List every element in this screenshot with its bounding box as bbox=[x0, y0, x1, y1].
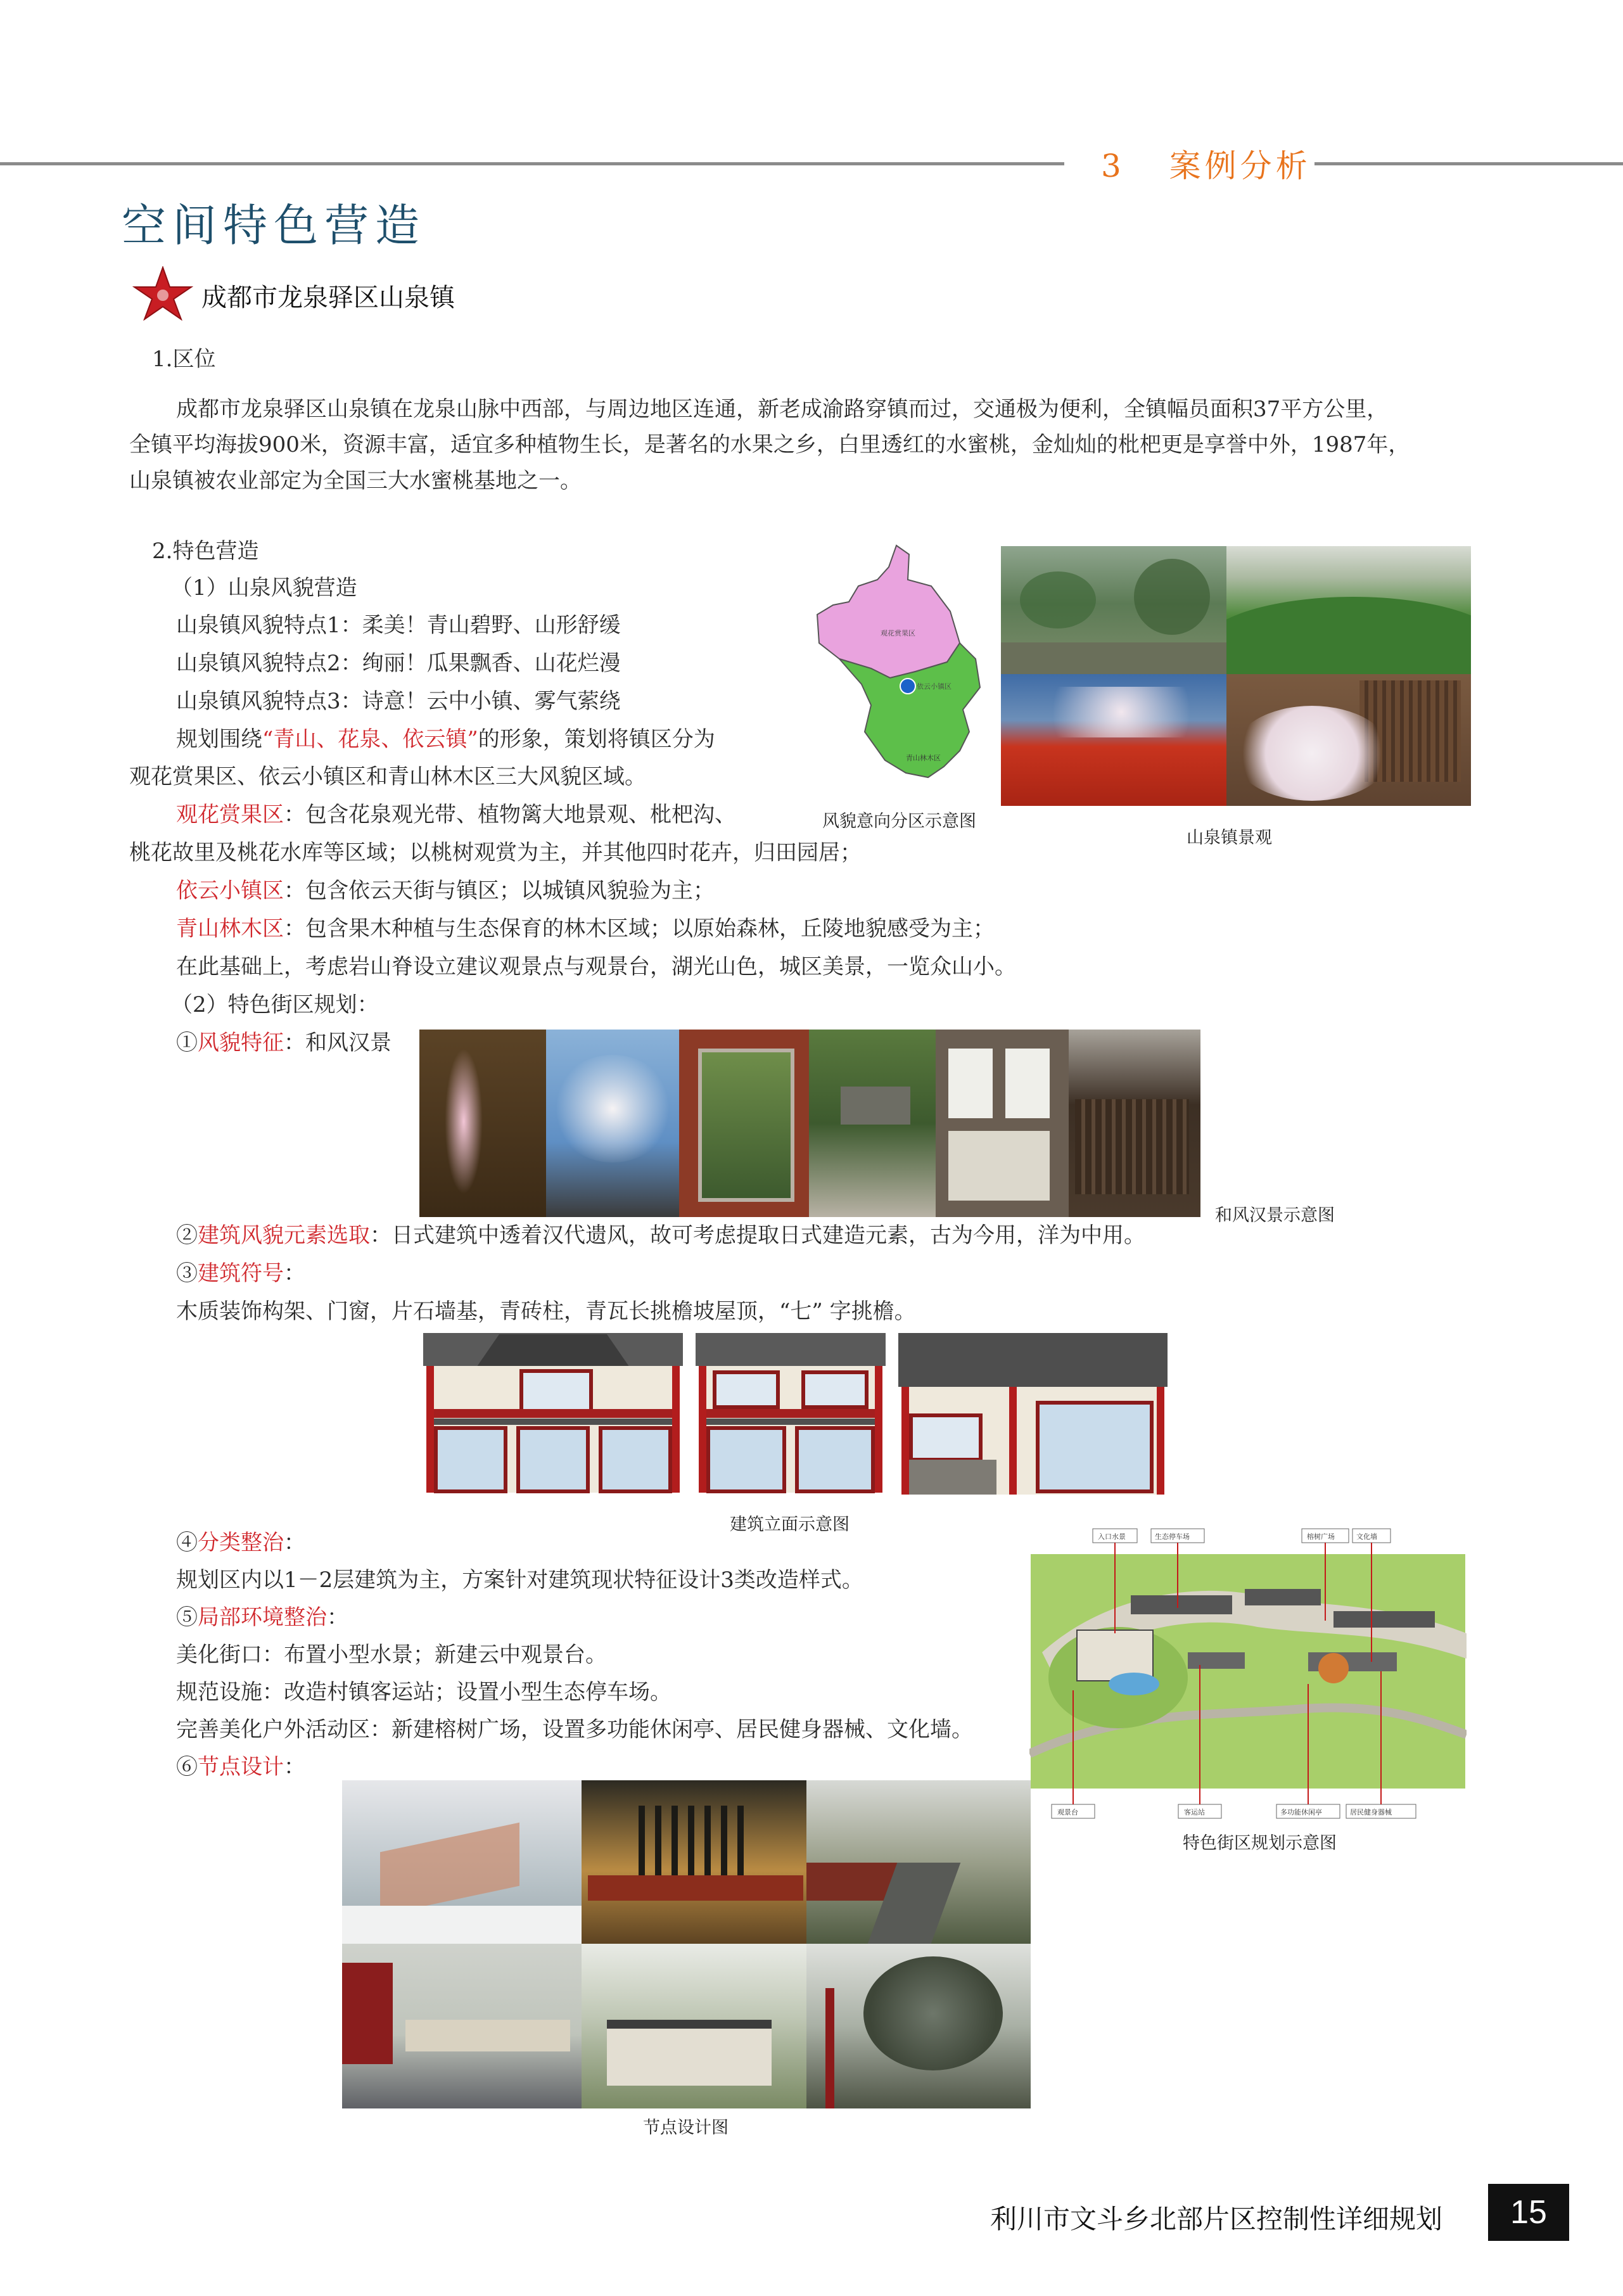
photo-hefeng-6 bbox=[1069, 1030, 1200, 1217]
plan-label-bottom: 多功能休闲亭 bbox=[1280, 1808, 1322, 1816]
sub1-heading: （1）山泉风貌营造 bbox=[171, 575, 357, 601]
view-line: 在此基础上，考虑岩山脊设立建议观景点与观景台，湖光山色，城区美景，一览众山小。 bbox=[176, 954, 1016, 979]
zone2-text: ：包含依云天街与镇区；以城镇风貌验为主； bbox=[284, 878, 715, 903]
caption-facade: 建筑立面示意图 bbox=[730, 1515, 850, 1534]
photo-hefeng-4 bbox=[809, 1030, 936, 1217]
item6-label: 节点设计 bbox=[198, 1754, 284, 1780]
section1-line: 成都市龙泉驿区山泉镇在龙泉山脉中西部，与周边地区连通，新老成渝路穿镇而过，交通极为便利，全镇幅员面积37平方公里， bbox=[176, 397, 1389, 422]
item1-number: ① bbox=[176, 1030, 198, 1056]
item4-line bbox=[176, 1529, 305, 1557]
photo-blossom-house bbox=[1226, 674, 1471, 806]
footer-page-number: 15 bbox=[1488, 2184, 1569, 2241]
caption-landscape: 山泉镇景观 bbox=[1187, 828, 1272, 847]
zone2-line bbox=[176, 877, 715, 905]
item2-number: ② bbox=[176, 1223, 198, 1248]
item5-line-3: 完善美化户外活动区：新建榕树广场，设置多功能休闲亭、居民健身器械、文化墙。 bbox=[176, 1717, 973, 1742]
zone3-label: 青山林木区 bbox=[176, 916, 284, 941]
plan-label-top: 文化墙 bbox=[1356, 1533, 1377, 1541]
chapter-title: 案例分析 bbox=[1169, 148, 1311, 184]
zoning-map bbox=[814, 542, 1004, 792]
header-rule-left bbox=[0, 162, 1064, 165]
item1-line bbox=[176, 1029, 391, 1057]
node-design-1 bbox=[342, 1780, 582, 1944]
item6-colon: ： bbox=[284, 1754, 305, 1780]
plan-label-bottom: 客运站 bbox=[1184, 1808, 1205, 1816]
map-zone-top: 观花赏果区 bbox=[881, 629, 915, 637]
item2-line bbox=[176, 1221, 1145, 1249]
zone3-text: ：包含果木种植与生态保育的林木区域；以原始森林，丘陵地貌感受为主； bbox=[284, 916, 995, 941]
street-plan-diagram bbox=[1029, 1526, 1467, 1830]
chapter-number: 3 bbox=[1101, 148, 1125, 184]
item5-label: 局部环境整治 bbox=[198, 1605, 327, 1630]
red-star-icon bbox=[130, 266, 195, 321]
photo-hefeng-5 bbox=[936, 1030, 1069, 1217]
plan-line bbox=[176, 725, 715, 753]
feature-1: 山泉镇风貌特点1：柔美！青山碧野、山形舒缓 bbox=[176, 613, 621, 638]
caption-nodes: 节点设计图 bbox=[643, 2118, 729, 2137]
plan-label-top: 榕树广场 bbox=[1307, 1533, 1335, 1541]
zone2-label: 依云小镇区 bbox=[176, 878, 284, 903]
item4-text: 规划区内以1－2层建筑为主，方案针对建筑现状特征设计3类改造样式。 bbox=[176, 1567, 863, 1593]
map-zone-mid: 依云小镇区 bbox=[917, 682, 952, 691]
caption-map: 风貌意向分区示意图 bbox=[822, 812, 976, 831]
item1-label: 风貌特征 bbox=[198, 1030, 284, 1056]
item4-number: ④ bbox=[176, 1530, 198, 1555]
map-zone-bottom: 青山林木区 bbox=[906, 754, 941, 762]
section2-heading: 2.特色营造 bbox=[152, 539, 259, 564]
item3-line bbox=[176, 1260, 305, 1287]
plan-text-a: 规划围绕 bbox=[176, 727, 262, 752]
plan-line-2: 观花赏果区、依云小镇区和青山林木区三大风貌区域。 bbox=[129, 764, 646, 789]
zone3-line bbox=[176, 915, 995, 943]
section1-heading: 1.区位 bbox=[152, 347, 216, 372]
zone1-line bbox=[176, 801, 736, 829]
section1-line: 山泉镇被农业部定为全国三大水蜜桃基地之一。 bbox=[129, 468, 582, 494]
chapter-heading bbox=[1101, 141, 1311, 186]
photo-hefeng-2 bbox=[546, 1030, 679, 1217]
node-design-3 bbox=[806, 1780, 1031, 1944]
item5-colon: ： bbox=[327, 1605, 348, 1630]
photo-green-hills bbox=[1226, 546, 1471, 674]
plan-text-b: 的形象，策划将镇区分为 bbox=[478, 727, 715, 752]
item2-label: 建筑风貌元素选取 bbox=[198, 1223, 370, 1248]
item3-text: 木质装饰构架、门窗，片石墙基，青砖柱，青瓦长挑檐坡屋顶，“七” 字挑檐。 bbox=[176, 1299, 916, 1324]
zone1-text: ：包含花泉观光带、植物篱大地景观、枇杷沟、 bbox=[284, 802, 736, 827]
photo-hefeng-3 bbox=[679, 1030, 809, 1217]
item3-label: 建筑符号 bbox=[198, 1261, 284, 1286]
item5-number: ⑤ bbox=[176, 1605, 198, 1630]
item4-label: 分类整治 bbox=[198, 1530, 284, 1555]
facade-elevation-drawing bbox=[423, 1333, 1169, 1498]
plan-label-bottom: 观景台 bbox=[1057, 1808, 1078, 1816]
item3-colon: ： bbox=[284, 1261, 305, 1286]
zone1-label: 观花赏果区 bbox=[176, 802, 284, 827]
node-design-4 bbox=[342, 1944, 582, 2108]
node-design-5 bbox=[582, 1944, 806, 2108]
item6-number: ⑥ bbox=[176, 1754, 198, 1780]
plan-label-top: 生态停车场 bbox=[1155, 1533, 1190, 1541]
caption-plan: 特色街区规划示意图 bbox=[1183, 1834, 1337, 1853]
photo-hefeng-1 bbox=[419, 1030, 546, 1217]
footer-title: 利川市文斗乡北部片区控制性详细规划 bbox=[990, 2204, 1443, 2234]
item6-line bbox=[176, 1753, 305, 1781]
photo-misty-forest bbox=[1001, 546, 1226, 674]
node-design-6 bbox=[806, 1944, 1031, 2108]
item1-text: ：和风汉景 bbox=[284, 1030, 391, 1056]
sub2-heading: （2）特色街区规划： bbox=[171, 992, 379, 1017]
item5-line-1: 美化街口：布置小型水景；新建云中观景台。 bbox=[176, 1642, 607, 1668]
item3-number: ③ bbox=[176, 1261, 198, 1286]
plan-label-top: 入口水景 bbox=[1098, 1533, 1126, 1541]
feature-3: 山泉镇风貌特点3：诗意！云中小镇、雾气萦绕 bbox=[176, 689, 621, 714]
page-title: 空间特色营造 bbox=[122, 200, 426, 252]
plan-label-bottom: 居民健身器械 bbox=[1350, 1808, 1392, 1816]
header-rule-right bbox=[1314, 162, 1623, 165]
feature-2: 山泉镇风貌特点2：绚丽！瓜果飘香、山花烂漫 bbox=[176, 651, 621, 676]
item4-colon: ： bbox=[284, 1530, 305, 1555]
plan-quote: “青山、花泉、依云镇” bbox=[262, 727, 478, 752]
caption-hefeng: 和风汉景示意图 bbox=[1215, 1206, 1335, 1225]
item2-text: ：日式建筑中透着汉代遗风，故可考虑提取日式建造元素，古为今用，洋为中用。 bbox=[370, 1223, 1145, 1248]
zone1-line-2: 桃花故里及桃花水库等区域；以桃树观赏为主，并其他四时花卉，归田园居； bbox=[129, 840, 862, 865]
item5-line-2: 规范设施：改造村镇客运站；设置小型生态停车场。 bbox=[176, 1680, 671, 1705]
node-design-2 bbox=[582, 1780, 806, 1944]
section1-line: 全镇平均海拔900米，资源丰富，适宜多种植物生长，是著名的水果之乡，白里透红的水蜜桃，金灿灿的枇杷更是享誉中外，1987年， bbox=[129, 432, 1410, 457]
item5-line bbox=[176, 1604, 348, 1631]
case-name: 成都市龙泉驿区山泉镇 bbox=[201, 284, 455, 312]
photo-red-flowers bbox=[1001, 674, 1226, 806]
